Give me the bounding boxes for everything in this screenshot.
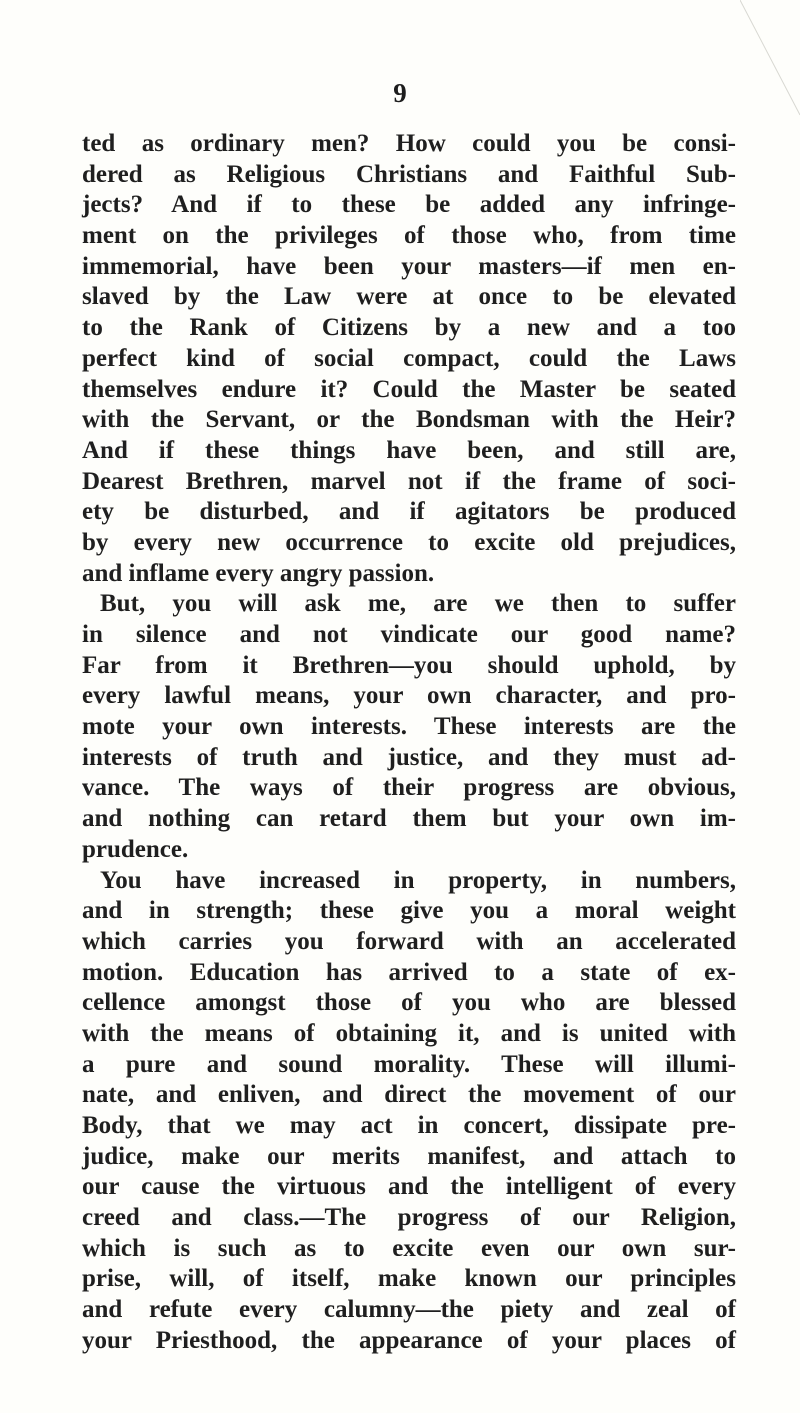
text-line: creed and class.—The progress of our Religion,: [82, 1204, 736, 1232]
text-line: And if these things have been, and still are,: [82, 436, 736, 464]
text-line: to the Rank of Citizens by a new and a too: [82, 314, 736, 342]
text-line: prudence.: [82, 835, 189, 863]
text-line: nate, and enliven, and direct the movement of our: [82, 1081, 736, 1109]
text-line: in silence and not vindicate our good name?: [82, 621, 736, 648]
text-line: and nothing can retard them but your own im-: [82, 805, 736, 833]
text-line: ety be disturbed, and if agitators be produced: [82, 498, 736, 526]
text-line: and inflame every angry passion.: [82, 559, 435, 587]
text-line: immemorial, have been your masters—if men en-: [82, 252, 736, 280]
text-line: Far from it Brethren—you should uphold, by: [82, 651, 736, 679]
text-line: our cause the virtuous and the intelligent of every: [82, 1173, 736, 1201]
text-line: mote your own interests. These interests are the: [82, 713, 736, 741]
text-line: your Priesthood, the appearance of your places of: [82, 1326, 736, 1354]
text-line: interests of truth and justice, and they must ad-: [82, 743, 736, 771]
text-line: and in strength; these give you a moral weight: [82, 897, 736, 925]
text-line: with the means of obtaining it, and is united with: [82, 1019, 736, 1047]
page-number: 9: [393, 78, 407, 108]
text-line: Body, that we may act in concert, dissipate pre-: [82, 1112, 736, 1139]
text-line: ted as ordinary men? How could you be consi-: [82, 130, 736, 157]
text-line: which is such as to excite even our own sur-: [82, 1234, 736, 1262]
text-line: judice, make our merits manifest, and attach to: [82, 1142, 736, 1170]
paragraph-start-line: You have increased in property, in numbers,: [100, 866, 736, 894]
text-line: themselves endure it? Could the Master be seated: [82, 375, 736, 403]
body-text: [82, 129, 736, 1357]
text-line: which carries you forward with an accelerated: [82, 927, 736, 955]
text-line: perfect kind of social compact, could the Laws: [82, 344, 736, 372]
paragraph-start-line: But, you will ask me, are we then to suffer: [100, 590, 736, 618]
text-line: a pure and sound morality. These will illumi-: [82, 1050, 736, 1078]
text-line: prise, will, of itself, make known our principles: [82, 1265, 736, 1293]
text-line: by every new occurrence to excite old prejudices,: [82, 528, 736, 556]
text-line: cellence amongst those of you who are blessed: [82, 989, 736, 1017]
text-line: motion. Education has arrived to a state of ex-: [82, 958, 736, 986]
text-line: and refute every calumny—the piety and zeal of: [82, 1296, 736, 1324]
text-line: vance. The ways of their progress are obvious,: [82, 774, 736, 802]
text-line: with the Servant, or the Bondsman with the Heir?: [82, 406, 736, 434]
text-line: Dearest Brethren, marvel not if the frame of soci-: [82, 467, 736, 495]
text-line: slaved by the Law were at once to be elevated: [82, 283, 736, 311]
text-line: every lawful means, your own character, and pro-: [82, 682, 736, 710]
text-line: jects? And if to these be added any infringe-: [82, 191, 736, 219]
text-line: dered as Religious Christians and Faithful Sub-: [82, 160, 736, 188]
text-line: ment on the privileges of those who, from time: [82, 222, 736, 250]
